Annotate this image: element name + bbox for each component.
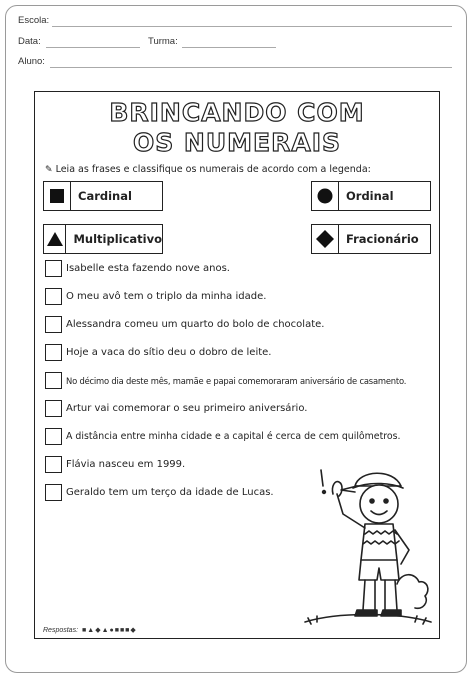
title-line-2: OS NUMERAIS xyxy=(132,128,342,157)
legend-label-ordinal: Ordinal xyxy=(346,189,394,203)
legend-ordinal xyxy=(311,181,431,211)
list-item: Flávia nasceu em 1999. xyxy=(45,456,185,473)
instruction xyxy=(45,164,371,175)
triangle-icon xyxy=(44,225,66,253)
data-field[interactable] xyxy=(46,47,140,48)
pencil-icon: ✎ xyxy=(45,165,53,175)
diamond-icon xyxy=(312,225,339,253)
aluno-label: Aluno: xyxy=(18,56,45,67)
escola-field[interactable] xyxy=(52,26,452,27)
answers-label: Respostas: xyxy=(43,626,79,634)
answer-checkbox[interactable] xyxy=(45,484,62,501)
legend-fracionario xyxy=(311,224,431,254)
legend-cardinal xyxy=(43,181,163,211)
boy-waving-illustration xyxy=(297,464,437,634)
list-item: O meu avô tem o triplo da minha idade. xyxy=(45,288,266,305)
escola-label: Escola: xyxy=(18,15,50,26)
list-item: Isabelle esta fazendo nove anos. xyxy=(45,260,230,277)
turma-field[interactable] xyxy=(182,47,276,48)
list-item: Alessandra comeu um quarto do bolo de chocolate. xyxy=(45,316,324,333)
answer-checkbox[interactable] xyxy=(45,372,62,389)
answer-checkbox[interactable] xyxy=(45,456,62,473)
answer-checkbox[interactable] xyxy=(45,316,62,333)
answer-checkbox[interactable] xyxy=(45,288,62,305)
aluno-field[interactable] xyxy=(50,67,452,68)
legend-label-fracionario: Fracionário xyxy=(346,232,419,246)
list-item: A distância entre minha cidade e a capital é cerca de cem quilômetros. xyxy=(45,428,401,445)
worksheet xyxy=(34,91,440,639)
list-item: No décimo dia deste mês, mamãe e papai comemoraram aniversário de casamento. xyxy=(45,372,406,389)
turma-label: Turma: xyxy=(148,36,178,47)
legend-label-multiplicativo: Multiplicativo xyxy=(73,232,162,246)
title-line-1: BRINCANDO COM xyxy=(109,98,365,127)
list-item: Geraldo tem um terço da idade de Lucas. xyxy=(45,484,274,501)
answer-checkbox[interactable] xyxy=(45,344,62,361)
answers-key xyxy=(43,626,137,634)
answers-symbols: ■▲◆▲●■■■◆ xyxy=(82,627,137,634)
answer-checkbox[interactable] xyxy=(45,428,62,445)
legend-label-cardinal: Cardinal xyxy=(78,189,132,203)
circle-icon xyxy=(312,182,339,210)
answer-checkbox[interactable] xyxy=(45,400,62,417)
instruction-text: Leia as frases e classifique os numerais de acordo com a legenda: xyxy=(55,164,371,175)
legend-multiplicativo xyxy=(43,224,163,254)
list-item: Artur vai comemorar o seu primeiro aniversário. xyxy=(45,400,307,417)
square-icon xyxy=(44,182,71,210)
data-label: Data: xyxy=(18,36,41,47)
list-item: Hoje a vaca do sítio deu o dobro de leite. xyxy=(45,344,272,361)
answer-checkbox[interactable] xyxy=(45,260,62,277)
